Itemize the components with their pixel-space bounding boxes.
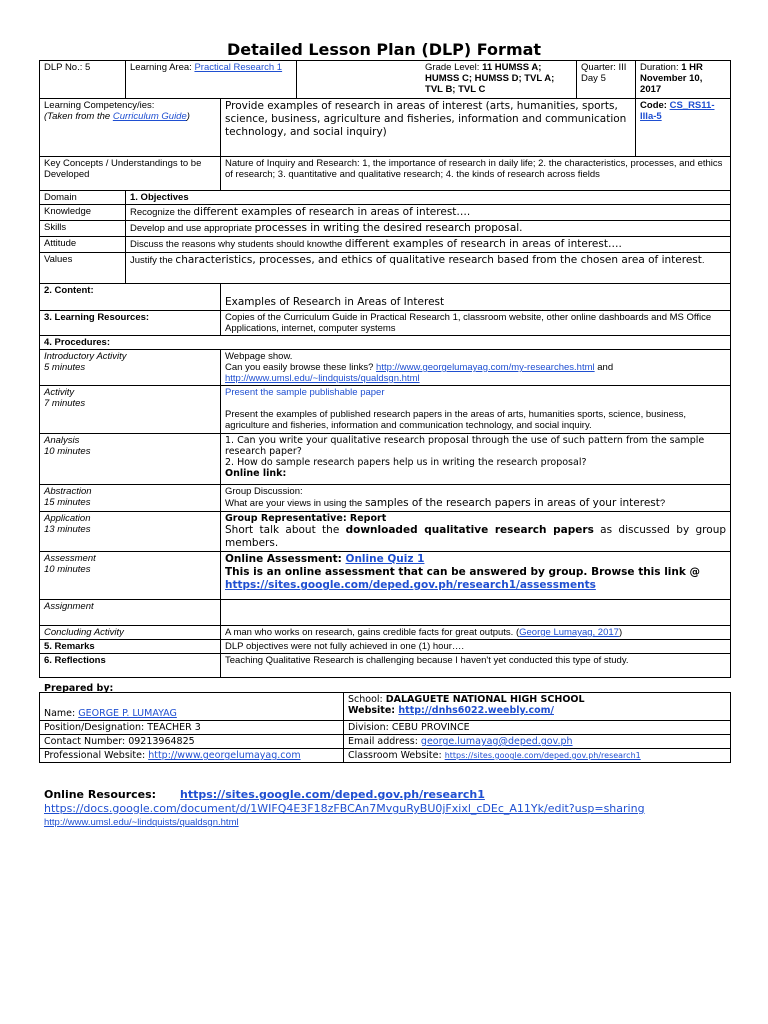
competency-label-cell — [40, 99, 221, 157]
assignment-label: Assignment — [40, 600, 221, 626]
assessments-link[interactable]: https://sites.google.com/deped.gov.ph/research1/assessments — [225, 579, 596, 591]
analysis-label-cell: Analysis 10 minutes — [40, 434, 221, 485]
header-row — [40, 61, 731, 99]
code-cell — [636, 99, 731, 157]
school-cell: School: DALAGUETE NATIONAL HIGH SCHOOL Website: http://dnhs6022.weebly.com/ — [344, 693, 731, 721]
procedure-analysis-row — [40, 434, 731, 485]
intro-content: Webpage show. Can you easily browse these links? http://www.georgelumayag.com/my-researches.html and http://www.umsl.edu/~lindquists/qualdsgn.html — [221, 350, 731, 386]
grade-value: 11 HUMSS A; HUMSS C; HUMSS D; TVL A; TVL B; TVL C — [425, 62, 555, 95]
dlp-number: DLP No.: 5 — [40, 61, 126, 99]
objective-domain: Skills — [40, 221, 126, 237]
objective-domain: Knowledge — [40, 205, 126, 221]
procedures-row — [40, 336, 731, 350]
intro-label-cell: Introductory Activity 5 minutes — [40, 350, 221, 386]
activity-content — [221, 386, 731, 434]
procedure-application-row — [40, 512, 731, 552]
analysis-q1: 1. Can you write your qualitative research proposal through the use of such pattern from the sample research paper? — [225, 435, 705, 457]
objective-text: Develop and use appropriate processes in writing the desired research proposal. — [126, 221, 731, 237]
preparer-row — [40, 735, 731, 749]
key-concepts-text: Nature of Inquiry and Research: 1, the importance of research in daily life; 2. the characteristics, processes, and ethics of research; 3. quantitative and qualitative research; 4. the kinds of research across fields — [221, 157, 731, 191]
preparer-row — [40, 693, 731, 721]
email-cell: Email address: george.lumayag@deped.gov.ph — [344, 735, 731, 749]
procedure-activity-row — [40, 386, 731, 434]
code-link[interactable]: CS_RS11-IIIa-5 — [640, 100, 715, 122]
code-label: Code: — [640, 100, 667, 111]
concluding-content: A man who works on research, gains credible facts for great outputs. (George Lumayag, 2017) — [221, 626, 731, 640]
competency-row — [40, 99, 731, 157]
curriculum-guide-link[interactable]: Curriculum Guide — [112, 111, 187, 122]
objective-text: Justify the characteristics, processes, and ethics of qualitative research based from the chosen area of interest. — [126, 253, 731, 284]
reflections-text: Teaching Qualitative Research is challenging because I haven't yet conducted this type of study. — [221, 654, 731, 678]
content-label: 2. Content: — [40, 284, 221, 311]
reflections-label: 6. Reflections — [40, 654, 221, 678]
preparer-table — [39, 692, 731, 763]
citation-link[interactable]: George Lumayag, 2017 — [519, 627, 619, 638]
researches-link[interactable]: http://www.georgelumayag.com/my-researches.html — [376, 362, 595, 373]
email-link[interactable]: george.lumayag@deped.gov.ph — [420, 736, 573, 747]
analysis-content — [221, 434, 731, 485]
resource-link[interactable]: http://www.umsl.edu/~lindquists/qualdsgn.html — [44, 817, 239, 828]
division-cell: Division: CEBU PROVINCE — [344, 721, 731, 735]
school-website-link[interactable]: http://dnhs6022.weebly.com/ — [398, 705, 554, 716]
competency-text: Provide examples of research in areas of interest (arts, humanities, sports, science, business, agriculture and fisheries, information and communication technology, and social inquiry) — [221, 99, 636, 157]
resource-link[interactable]: https://sites.google.com/deped.gov.ph/research1 — [180, 788, 485, 801]
procedure-assessment-row — [40, 552, 731, 600]
application-label-cell: Application 13 minutes — [40, 512, 221, 552]
objective-text: Discuss the reasons why students should knowthe different examples of research in areas of interest…. — [126, 237, 731, 253]
online-resources-label: Online Resources: — [44, 788, 157, 801]
day: Day 5 — [581, 73, 606, 84]
concluding-label: Concluding Activity — [40, 626, 221, 640]
key-concepts-row — [40, 157, 731, 191]
resource-link[interactable]: https://docs.google.com/document/d/1WIFQ4E3F18zFBCAn7MvguRyBU0jFxixl_cDEc_A11Yk/edit?usp=sharing — [44, 802, 645, 815]
objective-row — [40, 205, 731, 221]
sample-paper-link[interactable]: Present the sample publishable paper — [225, 387, 385, 398]
qualdsgn-link[interactable]: http://www.umsl.edu/~lindquists/qualdsgn.html — [225, 373, 420, 384]
analysis-online-link: Online link: — [225, 468, 287, 479]
activity-text: Present the examples of published research papers in the areas of arts, humanities sports, science, business, agriculture and fisheries, information and communication technology, and social inquiry. — [225, 409, 686, 431]
domain-label: Domain — [40, 191, 126, 205]
procedures-label: 4. Procedures: — [40, 336, 731, 350]
analysis-q2: 2. How do sample research papers help us in writing the research proposal? — [225, 457, 587, 468]
competency-sublabel: (Taken from the Curriculum Guide) — [44, 111, 190, 122]
professional-website-link[interactable]: http://www.georgelumayag.com — [148, 750, 301, 761]
resources-row — [40, 311, 731, 336]
remarks-label: 5. Remarks — [40, 640, 221, 654]
objective-domain: Values — [40, 253, 126, 284]
quarter-cell — [577, 61, 636, 99]
procedure-intro-row — [40, 350, 731, 386]
preparer-row — [40, 721, 731, 735]
content-row — [40, 284, 731, 311]
duration-value: 1 HR November 10, 2017 — [640, 62, 703, 95]
remarks-row — [40, 640, 731, 654]
competency-label: Learning Competency/ies: — [44, 100, 155, 111]
key-concepts-label: Key Concepts / Understandings to be Developed — [40, 157, 221, 191]
assessment-label-cell: Assessment 10 minutes — [40, 552, 221, 600]
application-content: Group Representative: Report Short talk about the downloaded qualitative research papers as discussed by group members. — [221, 512, 731, 552]
classroom-website-cell: Classroom Website: https://sites.google.com/deped.gov.ph/research1 — [344, 749, 731, 763]
objective-row — [40, 253, 731, 284]
position-cell: Position/Designation: TEACHER 3 — [40, 721, 344, 735]
online-quiz-link[interactable]: Online Quiz 1 — [345, 553, 425, 565]
learning-area — [126, 61, 297, 99]
resources-label: 3. Learning Resources: — [40, 311, 221, 336]
remarks-text: DLP objectives were not fully achieved in one (1) hour…. — [221, 640, 731, 654]
grade-label: Grade Level: — [425, 62, 480, 73]
classroom-website-link[interactable]: https://sites.google.com/deped.gov.ph/research1 — [444, 751, 641, 760]
procedure-assignment-row — [40, 600, 731, 626]
objective-text: Recognize the different examples of research in areas of interest…. — [126, 205, 731, 221]
assessment-content: Online Assessment: Online Quiz 1 This is an online assessment that can be answered by group. Browse this link @ https://sites.google.com/deped.gov.ph/research1/assessments — [221, 552, 731, 600]
duration-label: Duration: — [640, 62, 679, 73]
objective-row — [40, 237, 731, 253]
resources-text: Copies of the Curriculum Guide in Practical Research 1, classroom website, other online dashboards and MS Office Applications, internet, computer systems — [221, 311, 731, 336]
professional-website-cell: Professional Website: http://www.georgelumayag.com — [40, 749, 344, 763]
abstraction-content: Group Discussion: What are your views in using the samples of the research papers in areas of your interest? — [221, 485, 731, 512]
grade-level-cell — [297, 61, 577, 99]
assignment-content — [221, 600, 731, 626]
learning-area-link[interactable]: Practical Research 1 — [194, 62, 283, 73]
prepared-by-label: Prepared by: — [44, 683, 114, 694]
objective-domain: Attitude — [40, 237, 126, 253]
objectives-label: 1. Objectives — [126, 191, 731, 205]
abstraction-label-cell: Abstraction 15 minutes — [40, 485, 221, 512]
duration-cell — [636, 61, 731, 99]
reflections-row — [40, 654, 731, 678]
page-title: Detailed Lesson Plan (DLP) Format — [226, 40, 542, 59]
objective-row — [40, 221, 731, 237]
contact-cell: Contact Number: 09213964825 — [40, 735, 344, 749]
name-cell: Name: GEORGE P. LUMAYAG — [40, 693, 344, 721]
name-link[interactable]: GEORGE P. LUMAYAG — [78, 708, 177, 719]
intro-line1: Webpage show. — [225, 351, 293, 362]
lesson-plan-table — [39, 60, 731, 678]
content-text: Examples of Research in Areas of Interest — [221, 284, 731, 311]
activity-label-cell: Activity 7 minutes — [40, 386, 221, 434]
procedure-abstraction-row — [40, 485, 731, 512]
learning-area-label: Learning Area: — [130, 62, 192, 73]
domain-row — [40, 191, 731, 205]
procedure-concluding-row — [40, 626, 731, 640]
preparer-row — [40, 749, 731, 763]
quarter: Quarter: III — [581, 62, 627, 73]
online-resources — [44, 788, 645, 830]
